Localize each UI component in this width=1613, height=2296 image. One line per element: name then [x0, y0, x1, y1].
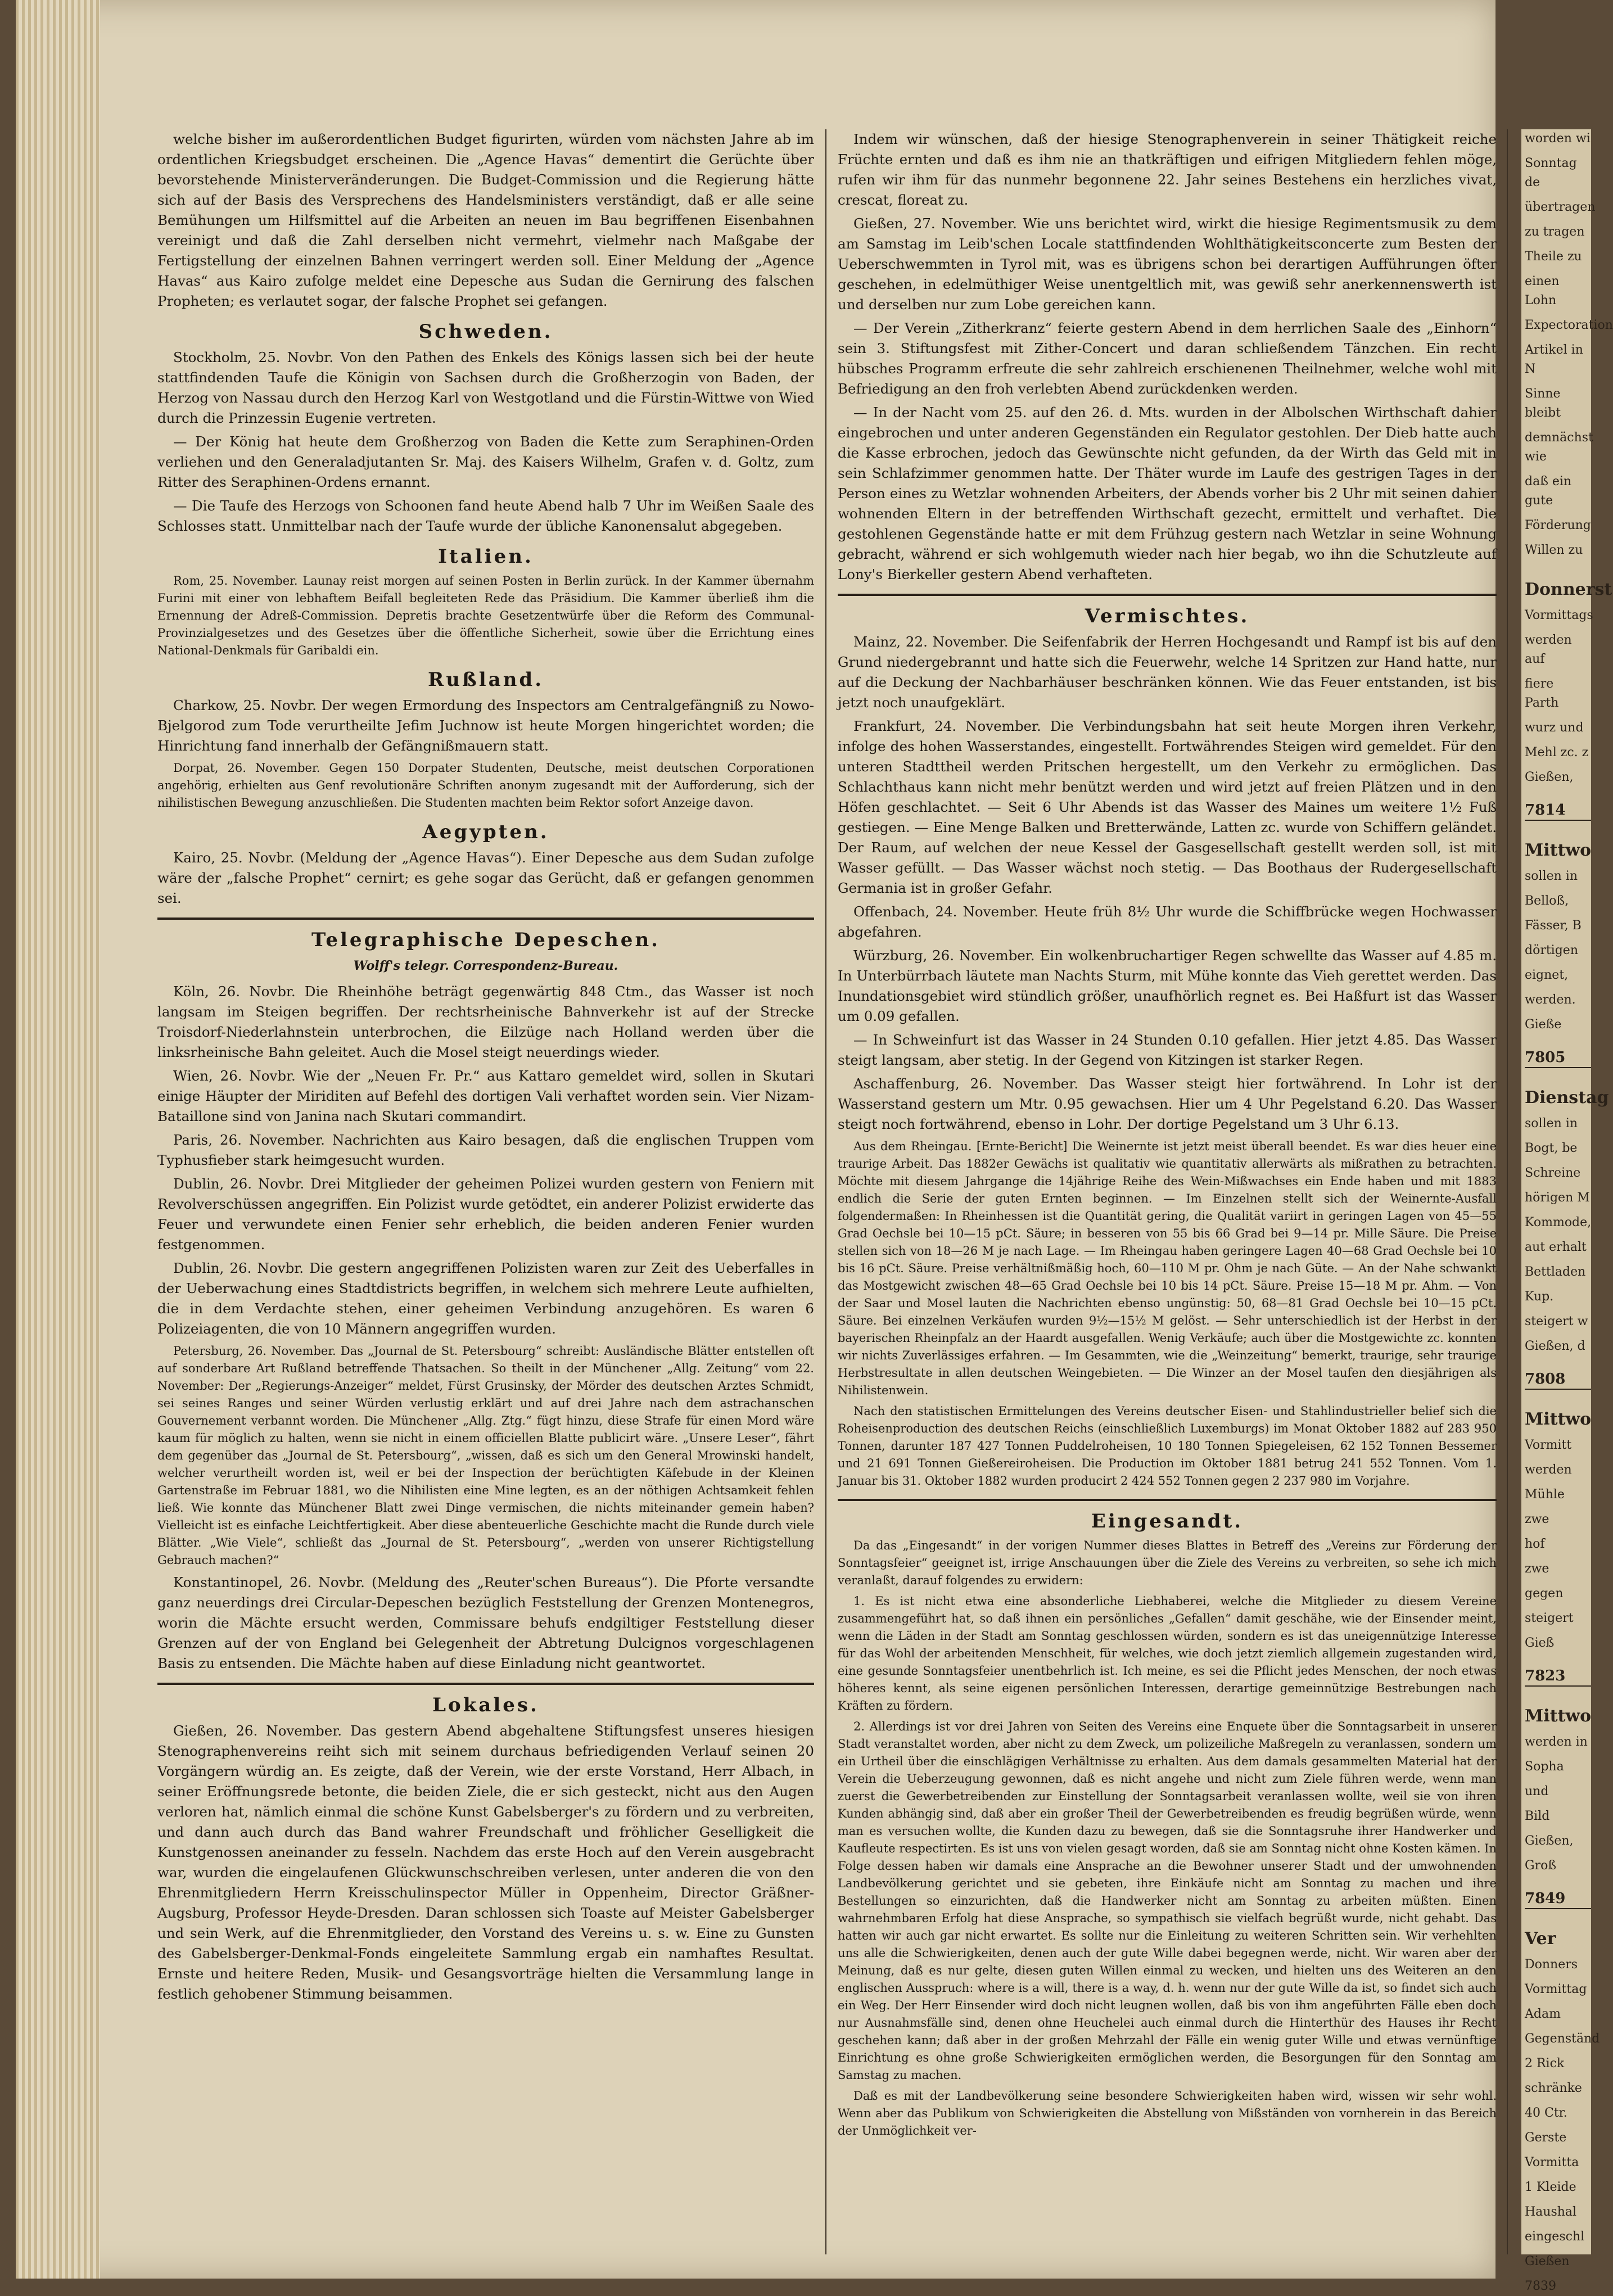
article-paragraph: — In der Nacht vom 25. auf den 26. d. Mts. wurden in der Albolschen Wirthschaft dahier eingebrochen und unter anderen Gegenständen ein Regulator gestohlen. Der Dieb hatte auch die Kasse erbrochen, jedoch das Gewünschte nicht gefunden, da der Wirth das Geld mit in sein Schlafzimmer genommen hatte. Der Thäter wurde im Laufe des gestrigen Tages in der Person eines zu Wetzlar wohnenden Arbeiters, der Abends vorher bis 2 Uhr mit seinen dahier wohnenden Eltern in der betreffenden Wirthschaft gezecht, ermittelt und verhaftet. Die gestohlenen Gegenstände hatte er mit dem Frühzug gestern nach Wetzlar in seine Wohnung gebracht, während er sich wohlgemuth wieder nach hier begab, wo ihn die Schutzleute auf Lony's Bierkeller gestern Abend verhafteten. — [838, 404, 1497, 582]
article-paragraph: Dorpat, 26. November. Gegen 150 Dorpater Studenten, Deutsche, meist deutschen Corporationen angehörig, erhielten aus Genf revolutionäre Schriften anonym zugesandt mit der Aufforderung, sich der nihilistischen Bewegung anzuschließen. Die Studenten machten beim Rektor sofort Anzeige davon. — [157, 761, 814, 810]
article-paragraph: Stockholm, 25. Novbr. Von den Pathen des Enkels des Königs lassen sich bei der heute stattfindenden Taufe die Königin von Sachsen durch die Großherzogin von Baden, der Herzog von Nassau durch den Herzog Karl von Westgotland und die Fürstin-Wittwe von Wied durch die Prinzessin Eugenie vertreten. — [157, 349, 814, 426]
text-fragment: fiere Parth — [1525, 677, 1559, 710]
text-fragment: werden in — [1525, 1735, 1588, 1749]
section-heading: Eingesandt. — [1091, 1510, 1244, 1533]
text-fragment: worden wi — [1525, 132, 1591, 146]
section-heading: Vermischtes. — [1085, 605, 1250, 627]
article-paragraph: Dublin, 26. Novbr. Die gestern angegriffenen Polizisten waren zur Zeit des Ueberfalles in der Ueberwachung eines Stadtdistricts begriffen, in welchem sich mehrere Leute aufhielten, die in dem Verdachte stehen, einer geheimen Verbindung anzugehören. Es waren 6 Polizeiagenten, die von 10 Männern angegriffen wurden. — [157, 1260, 814, 1337]
ad-number: 7823 — [1525, 1666, 1591, 1687]
article-paragraph: Indem wir wünschen, daß der hiesige Stenographenverein in seiner Thätigkeit reiche Früchte ernten und daß es ihm nie an thatkräftigen und eifrigen Mitgliedern fehlen möge, rufen wir ihm für das nunmehr begonnene 22. Jahr seines Bestehens ein herzliches vivat, crescat, floreat zu. — [838, 131, 1497, 208]
article-paragraph: welche bisher im außerordentlichen Budget figurirten, würden vom nächsten Jahre ab im ordentlichen Kriegsbudget erscheinen. Die „Agence Havas“ dementirt die Gerüchte über bevorstehende Ministerveränderungen. Die Budget-Commission und die Regierung hätte sich auf der Basis des Versprechens des Handelsministers verständigt, daß er alle seine Bemühungen um Hilfsmittel auf die Arbeiten an neuen im Bau begriffenen Eisenbahnen vereinigt und daß die Zahl derselben nicht vermehrt, vielmehr nach Maßgabe der Fertigstellung der einzelnen Bahnen verringert werden soll. Einer Meldung der „Agence Havas“ aus Kairo zufolge meldet eine Depesche aus Sudan die Gernirung des falschen Propheten; es verlautet sogar, der falsche Prophet sei gefangen. — [157, 131, 814, 309]
article-paragraph: — Der König hat heute dem Großherzog von Baden die Kette zum Seraphinen-Orden verliehen und den Generaladjutanten Sr. Maj. des Kaisers Wilhelm, Grafen v. d. Goltz, zum Ritter des Seraphinen-Ordens ernannt. — [157, 433, 814, 490]
article-paragraph: 1. Es ist nicht etwa eine absonderliche Liebhaberei, welche die Mitglieder zu diesem Vereine zusammengeführt hat, so daß ihnen ein persönliches „Gefallen“ damit geschähe, wie der Einsender meint, wenn die Läden in der Stadt am Sonntag geschlossen würden, sondern es ist das uneigennützige Interesse für das Wohl der arbeitenden Menschheit, für welches, wie doch jetzt ziemlich allgemein zugestanden wird, eine gesunde Sonntagsfeier unentbehrlich ist. Ich meine, es sei die Pflicht jedes Menschen, der noch etwas höheres kennt, als seine eigenen persönlichen Interessen, derartige gemeinnützige Bestrebungen nach Kräften zu fördern. — [838, 1594, 1497, 1712]
text-fragment: Adam — [1525, 2007, 1561, 2021]
text-fragment: übertragen — [1525, 200, 1596, 214]
text-fragment: sollen in — [1525, 869, 1578, 883]
page-edge-stack — [16, 0, 100, 2279]
text-fragment: sollen in — [1525, 1117, 1578, 1131]
text-fragment: Gegenständ — [1525, 2032, 1600, 2046]
text-fragment: werden auf — [1525, 633, 1572, 666]
text-fragment: eingeschl — [1525, 2230, 1585, 2244]
section-divider — [838, 594, 1497, 596]
article-paragraph: Frankfurt, 24. November. Die Verbindungsbahn hat seit heute Morgen ihren Verkehr, infolge des hohen Wasserstandes, eingestellt. Fortwährendes Steigen wird gemeldet. Für den unteren Stadttheil werden Pritschen hergestellt, um den Verkehr zu ermöglichen. Das Schlachthaus kann nicht mehr benützt werden und wird jetzt auf freien Plätzen und in den Höfen geschlachtet. — Seit 6 Uhr Abends ist das Wasser des Maines um weitere 1½ Fuß gestiegen. — Eine Menge Balken und Bretterwände, Latten zc. wurde von Schiffern geländet. Der Raum, auf welchen der neue Kessel der Gasgesellschaft gestellt werden soll, ist mit Wasser gefüllt. — Das Wasser wächst noch stetig. — Das Boothaus der Rudergesellschaft Germania ist in großer Gefahr. — [838, 718, 1497, 896]
text-fragment: Vormittag — [1525, 1982, 1587, 1996]
text-fragment: daß ein gute — [1525, 474, 1572, 508]
text-fragment: Kommode, — [1525, 1215, 1592, 1230]
article-paragraph: — In Schweinfurt ist das Wasser in 24 Stunden 0.10 gefallen. Hier jetzt 4.85. Das Wasser steigt langsam, aber stetig. In der Gegend von Kitzingen ist starker Regen. — [838, 1032, 1497, 1068]
ad-number: 7814 — [1525, 801, 1591, 821]
text-fragment: aut erhalt — [1525, 1240, 1587, 1254]
article-paragraph: Rom, 25. November. Launay reist morgen auf seinen Posten in Berlin zurück. In der Kammer übernahm Furini mit einer von lebhaftem Beifall begleiteten Rede das Präsidium. Die Kammer überließ ihm die Ernennung der Adreß-Commission. Depretis brachte Gesetzentwürfe über die Reform des Communal-Provinzialgesetzes und des Gesetzes über die öffentliche Sicherheit, sowie über die Errichtung eines National-Denkmals für Garibaldi ein. — [157, 574, 814, 657]
text-fragment: 2 Rick — [1525, 2057, 1565, 2071]
ad-number: 7849 — [1525, 1889, 1591, 1909]
text-fragment: Gieße — [1525, 1018, 1562, 1032]
section-heading: Schweden. — [418, 320, 553, 343]
text-fragment: hörigen M — [1525, 1191, 1590, 1205]
text-fragment: eignet, — [1525, 968, 1569, 982]
text-fragment: Gießen, d — [1525, 1339, 1585, 1353]
text-fragment: Mehl zc. z — [1525, 745, 1589, 760]
ad-heading: Dienstag — [1525, 1088, 1609, 1108]
ad-heading: Ver — [1525, 1929, 1556, 1949]
text-fragment: Belloß, — [1525, 894, 1569, 908]
text-fragment: Haushal — [1525, 2205, 1577, 2219]
article-paragraph: 2. Allerdings ist vor drei Jahren von Seiten des Vereins eine Enquete über die Sonntagsarbeit in unserer Stadt veranstaltet worden, aber nicht zu dem Zweck, um polizeiliche Maßregeln zu veranlassen, sondern um ein Urtheil über die einschlägigen Verhältnisse zu erhalten. Aus dem damals gesammelten Material hat der Verein die Ueberzeugung gewonnen, daß es nicht angehe und nicht zum Ziele führen werde, wenn man zuerst die Gewerbetreibenden zur Einstellung der Sonntagsarbeit veranlassen wollte, weil sie von ihren Kunden abhängig sind, daß aber ein großer Theil der Gewerbetreibenden es freudig begrüßen würde, wenn man es versuchen wollte, die Kunden dazu zu bewegen, daß sie die Sonntagsruhe ihrer Handwerker und Kaufleute respectirten. Es ist uns von vielen gesagt worden, daß sie am Sonntag nicht ohne Kosten kämen. In Folge dessen haben wir damals eine Ansprache an die Bewohner unserer Stadt und der umwohnenden Landbevölkerung gerichtet und sie gebeten, ihre Einkäufe nicht am Sonntag zu machen und ihre Bestellungen so einzurichten, daß die Handwerker nicht am Sonntag zu arbeiten müßten. Einen wahrnehmbaren Erfolg hat diese Ansprache, so sympathisch sie vielfach begrüßt wurde, nicht gehabt. Das hatten wir auch gar nicht erwartet. Es sollte nur die Einleitung zu weiteren Schritten sein. Wir verhehlten uns alle die Schwierigkeiten, denen auch der gute Wille dabei begegnen werde, nicht. Wir waren aber der Meinung, daß es nur gelte, diesen guten Willen einmal zu wecken, und hielten uns des Weiteren an den englischen Ausspruch: where is a will, there is a way, d. h. wenn nur der gute Wille da ist, so findet sich auch ein Weg. Der Herr Einsender wird doch nicht leugnen wollen, daß bis von ihm angeführten Fälle eben doch nur Ausnahmsfälle sind, denen ohne Heuchelei auch einmal durch die Hinterthür des Hauses ihr Recht geschehen kann; daß aber in der großen Mehrzahl der Fälle ein wenig guter Wille und etwas vernünftige Einrichtung es ohne große Schwierigkeiten ermöglichen werden, die Besorgungen für den Sonntag am Samstag zu machen. — [838, 1720, 1497, 2082]
section-heading: Lokales. — [432, 1694, 539, 1716]
text-fragment: Bettladen — [1525, 1265, 1586, 1279]
section-heading: Telegraphische Depeschen. — [311, 929, 660, 951]
text-fragment: Gießen — [1525, 2254, 1570, 2268]
text-fragment: Bogt, be — [1525, 1141, 1578, 1155]
article-paragraph: Charkow, 25. Novbr. Der wegen Ermordung des Inspectors am Centralgefängniß zu Nowo-Bjelgorod zum Tode verurtheilte Jefim Juchnow ist heute Morgen hingerichtet worden; die Hinrichtung fand innerhalb der Gefängnißmauern statt. — [157, 697, 814, 754]
text-fragment: Willen zu — [1525, 543, 1583, 557]
section-divider — [157, 1683, 814, 1685]
text-fragment: und — [1525, 1784, 1549, 1798]
text-fragment: Vormitta — [1525, 2155, 1579, 2170]
text-fragment: Bild — [1525, 1809, 1550, 1823]
ad-number: 7808 — [1525, 1370, 1591, 1390]
text-fragment: Gerste — [1525, 2131, 1567, 2145]
text-fragment: steigert — [1525, 1611, 1574, 1625]
text-fragment: Sopha — [1525, 1760, 1564, 1774]
text-fragment: wurz und — [1525, 721, 1584, 735]
text-fragment: Schreine — [1525, 1166, 1581, 1180]
article-paragraph: Nach den statistischen Ermittelungen des Vereins deutscher Eisen- und Stahlindustrieller belief sich die Roheisenproduction des deutschen Reichs (einschließlich Luxemburgs) im Monat Oktober 1882 auf 283 950 Tonnen, darunter 187 427 Tonnen Puddelroheisen, 10 180 Tonnen Spiegeleisen, 62 152 Tonnen Bessemer und 21 691 Tonnen Gießereiroheisen. Die Production im Oktober 1881 betrug 241 552 Tonnen. Vom 1. Januar bis 31. Oktober 1882 wurden producirt 2 424 552 Tonnen gegen 2 237 980 im Vorjahre. — [838, 1404, 1497, 1488]
text-fragment: Gießen, — [1525, 770, 1574, 784]
text-fragment: Vormittags — [1525, 608, 1593, 622]
section-heading: Italien. — [438, 545, 534, 568]
article-paragraph: Konstantinopel, 26. Novbr. (Meldung des „Reuter'schen Bureaus“). Die Pforte versandte ganz neuerdings drei Circular-Depeschen bezüglich Feststellung der Grenzen Montenegros, worin die Mächte ersucht werden, Commissare behufs endgiltiger Feststellung dieser Grenzen auf der von England bei Gelegenheit der Abtretung Dulcignos vorgeschlagenen Basis zu entsenden. Die Mächte haben auf diese Einladung nicht geantwortet. — [157, 1574, 814, 1671]
text-fragment: Fässer, B — [1525, 919, 1582, 933]
article-paragraph: Da das „Eingesandt“ in der vorigen Nummer dieses Blattes in Betreff des „Vereins zur Förderung der Sonntagsfeier“ geeignet ist, irrige Anschauungen über die Ziele des Vereins zu verbreiten, so sehe ich mich veranlaßt, darauf folgendes zu erwidern: — [838, 1539, 1497, 1587]
text-fragment: Sonntag de — [1525, 156, 1577, 189]
article-paragraph: Daß es mit der Landbevölkerung seine besondere Schwierigkeiten haben wird, wissen wir sehr wohl. Wenn aber das Publikum von Schwierigkeiten die Abstellung von Mißständen von vornherein in das Bereich der Unmöglichkeit ver- — [838, 2089, 1497, 2137]
text-fragment: demnächst wie — [1525, 431, 1593, 464]
text-fragment: Gieß — [1525, 1636, 1555, 1650]
text-fragment: Vormitt — [1525, 1438, 1572, 1452]
text-fragment: hof — [1525, 1537, 1545, 1551]
article-paragraph: Aus dem Rheingau. [Ernte-Bericht] Die Weinernte ist jetzt meist überall beendet. Es war dies heuer eine traurige Arbeit. Das 1882er Gewächs ist qualitativ wie quantitativ allerwärts als mißrathen zu betrachten. Möchte mit diesem Jahrgange die 14jährige Reihe des Wein-Mißwachses ein Ende haben und mit 1883 endlich die Serie der guten Ernten beginnen. — Im Einzelnen stellt sich der Weinernte-Ausfall folgendermaßen: In Rheinhessen ist die Quantität gering, die Qualität variirt in geringen Lagen von 45—55 Grad Oechsle bei 10—15 pCt. Säure; in besseren von 55 bis 66 Grad bei 9—14 pr. Mille Säure. Die Preise stellen sich von 18—26 M je nach Lage. — Im Rheingau haben geringere Lagen 40—68 Grad Oechsle bei 10 bis 16 pCt. Säure. Preise verhältnißmäßig hoch, 60—110 M pr. Ohm je nach Güte. — An der Nahe schwankt das Mostgewicht zwischen 48—65 Grad Oechsle bei 10 bis 14 pCt. Säure. Preise 15—18 M pr. Ahm. — Von der Saar und Mosel lauten die Nachrichten ebenso ungünstig: 50, 68—81 Grad Oechsle bei 10—15 pCt. Säure. Bei einzelnen Verkäufen wurden 9½—15½ M gelöst. — Sehr unterschiedlich ist der Herbst in der bayerischen Rheinpfalz an der Haardt ausgefallen. Wenig Verkäufe; auch über die Mostgewichte zc. konnten wir nichts Zuverlässiges erfahren. — Im Gesammten, wie die „Weinzeitung“ bemerkt, traurige, sehr traurige Herbstresultate in allen deutschen Weingebieten. — Die Winzer an der Mosel taufen den diesjährigen als Nihilistenwein. — [838, 1140, 1497, 1397]
text-fragment: 40 Ctr. — [1525, 2106, 1567, 2120]
ad-heading: Mittwo — [1525, 840, 1592, 860]
column-left — [157, 129, 814, 2254]
article-paragraph: Gießen, 27. November. Wie uns berichtet wird, wirkt die hiesige Regimentsmusik zu dem am Samstag im Leib'schen Locale stattfindenden Wohlthätigkeitsconcerte zum Besten der Ueberschwemmten in Tyrol mit, was es übrigens schon bei derartigen Aufführungen öfter geschehen, in edelmüthiger Weise unentgeltlich mit, was gewiß sehr anerkennenswerth ist und derselben nur zum Lobe gereichen kann. — [838, 215, 1497, 313]
section-divider — [157, 918, 814, 920]
ad-heading: Mittwo — [1525, 1409, 1592, 1429]
ad-number: 7805 — [1525, 1048, 1591, 1068]
article-paragraph: Paris, 26. November. Nachrichten aus Kairo besagen, daß die englischen Truppen vom Typhusfieber stark heimgesucht wurden. — [157, 1132, 814, 1168]
text-fragment: Gießen, — [1525, 1834, 1574, 1848]
article-paragraph: Offenbach, 24. November. Heute früh 8½ Uhr wurde die Schiffbrücke wegen Hochwasser abgefahren. — [838, 903, 1497, 940]
text-fragment: zwe — [1525, 1562, 1549, 1576]
article-paragraph: Wien, 26. Novbr. Wie der „Neuen Fr. Pr.“ aus Kattaro gemeldet wird, sollen in Skutari einige Häupter der Miriditen auf Befehl des dortigen Vali verhaftet worden sein. Vier Nizam-Bataillone sind von Janina nach Skutari commandirt. — [157, 1068, 814, 1124]
text-fragment: 1 Kleide — [1525, 2180, 1576, 2194]
text-fragment: Kup. — [1525, 1290, 1554, 1304]
section-heading: Rußland. — [427, 668, 544, 691]
article-paragraph: Mainz, 22. November. Die Seifenfabrik der Herren Hochgesandt und Rampf ist bis auf den Grund niedergebrannt und hatte sich die Feuerwehr, welche 14 Spritzen zur Hand hatte, nur auf die Deckung der Nachbarhäuser beschränken können. Wie das Feuer entstanden, ist bis jetzt noch unaufgeklärt. — [838, 634, 1497, 711]
text-fragment: einen Lohn — [1525, 274, 1560, 308]
text-fragment: werden. — [1525, 993, 1576, 1007]
text-fragment: dörtigen — [1525, 943, 1578, 957]
article-paragraph: Würzburg, 26. November. Ein wolkenbruchartiger Regen schwellte das Wasser auf 4.85 m. In Unterbürrbach läutete man Nachts Sturm, mit Mühe konnte das Vieh gerettet werden. Das Inundationsgebiet wird stündlich größer, unaufhörlich regnet es. Bei Haßfurt ist das Wasser um 0.09 gefallen. — [838, 947, 1497, 1024]
ad-heading: Mittwo — [1525, 1706, 1592, 1726]
section-heading: Aegypten. — [422, 821, 549, 843]
section-divider — [838, 1499, 1497, 1501]
ad-heading: Donnerst — [1525, 580, 1612, 599]
text-fragment: schränke — [1525, 2081, 1582, 2095]
text-fragment: Theile zu — [1525, 250, 1582, 264]
text-fragment: Artikel in N — [1525, 343, 1583, 376]
text-fragment: Donners — [1525, 1958, 1578, 1972]
article-paragraph: Dublin, 26. Novbr. Drei Mitglieder der geheimen Polizei wurden gestern von Feniern mit Revolverschüssen angegriffen. Ein Polizist wurde getödtet, ein anderer Polizist erwiderte das Feuer und verwundete einen Fenier sehr erheblich, die beiden anderen Fenier wurden festgenommen. — [157, 1176, 814, 1253]
text-fragment: Mühle — [1525, 1488, 1565, 1502]
text-fragment: Groß — [1525, 1859, 1557, 1873]
text-fragment: Expectoration — [1525, 318, 1613, 332]
text-fragment: zwe — [1525, 1512, 1549, 1526]
text-fragment: steigert w — [1525, 1314, 1588, 1328]
article-paragraph: Kairo, 25. Novbr. (Meldung der „Agence Havas“). Einer Depesche aus dem Sudan zufolge wäre der „falsche Prophet“ cernirt; es gehe sogar das Gerücht, daß er gefangen genommen sei. — [157, 849, 814, 906]
column-middle — [838, 129, 1497, 2254]
article-paragraph: Gießen, 26. November. Das gestern Abend abgehaltene Stiftungsfest unseres hiesigen Stenographenvereins reiht sich mit seinem durchaus befriedigenden Verlauf seinen 20 Vorgängern würdig an. Es zeigte, daß der Verein, wie der erste Vorstand, Herr Albach, in seiner Eröffnungsrede betonte, die beiden Ziele, die er sich gesteckt, nicht aus den Augen verloren hat, nämlich einmal die schöne Kunst Gabelsberger's zu fördern und zu verbreiten, und dann auch durch das Band wahrer Freundschaft und fröhlicher Geselligkeit die Kunstgenossen aneinander zu fesseln. Nachdem das erste Hoch auf den Verein ausgebracht war, wurden die eingelaufenen Glückwunschschreiben verlesen, unter anderen die von den Ehrenmitgliedern Herrn Kreisschulinspector Müller in Oppenheim, Director Gräßner-Augsburg, Professor Heyde-Dresden. Daran schlossen sich Toaste auf Meister Gabelsberger und sein Werk, auf die Ehrenmitglieder, den Vorstand des Vereins u. s. w. Eine zu Gunsten des Gabelsberger-Denkmal-Fonds eingeleitete Sammlung ergab ein namhaftes Resultat. Ernste und heitere Reden, Musik- und Gesangsvorträge hielten die Versammlung lange in festlich gehobener Stimmung beisammen. — [157, 1723, 814, 2002]
text-fragment: gegen — [1525, 1587, 1564, 1601]
text-fragment: Sinne bleibt — [1525, 387, 1561, 420]
section-subheading: Wolff's telegr. Correspondenz-Bureau. — [353, 959, 618, 973]
ad-number: 7839 — [1525, 2279, 1556, 2293]
article-paragraph: — Die Taufe des Herzogs von Schoonen fand heute Abend halb 7 Uhr im Weißen Saale des Schlosses statt. Unmittelbar nach der Taufe wurde der übliche Kanonensalut abgegeben. — [157, 498, 814, 534]
column-divider — [825, 129, 826, 2254]
article-paragraph: Aschaffenburg, 26. November. Das Wasser steigt hier fortwährend. In Lohr ist der Wasserstand gestern um Mtr. 0.95 gewachsen. Hier um 4 Uhr Pegelstand 6.20. Das Wasser steigt noch fortwährend, ebenso in Lohr. Der dortige Pegelstand um 3 Uhr 6.13. — [838, 1075, 1497, 1132]
article-paragraph: Petersburg, 26. November. Das „Journal de St. Petersbourg“ schreibt: Ausländische Blätter entstellen oft auf sonderbare Art Rußland betreffende Thatsachen. So theilt in der Münchener „Allg. Zeitung“ vom 22. November: Der „Regierungs-Anzeiger“ meldet, Fürst Grusinsky, der Mörder des deutschen Arztes Schmidt, sei seines Ranges und seiner Würden verlustig erklärt und auf drei Jahre nach dem astrachanschen Gouvernement verbannt worden. Die Münchener „Allg. Ztg.“ fügt hinzu, diese Strafe für einen Mord wäre kaum für möglich zu halten, wenn sie nicht in einem officiellen Blatte publicirt wäre. „Unsere Leser“, fährt dem gegenüber das „Journal de St. Petersbourg“, „wissen, daß es sich um den General Mrowinski handelt, welcher verurtheilt worden ist, weil er bei der Inspection der berüchtigten Käfebude in der Kleinen Gartenstraße im Februar 1881, wo die Nihilisten eine Mine legten, es an der nöthigen Achtsamkeit fehlen ließ. Wie konnte das Münchener Blatt zwei Dinge vermischen, die nichts miteinander gemein haben? Vielleicht ist es einfache Leichtfertigkeit. Aber diese abenteuerliche Geschichte macht die Runde durch viele Blätter. „Wie Viele“, schließt das „Journal de St. Petersbourg“, „werden von unserer Richtigstellung Gebrauch machen?“ — [157, 1344, 814, 1567]
text-fragment: zu tragen — [1525, 225, 1585, 239]
article-paragraph: — Der Verein „Zitherkranz“ feierte gestern Abend in dem herrlichen Saale des „Einhorn“ sein 3. Stiftungsfest mit Zither-Concert und daran schließendem Tänzchen. Ein recht hübsches Programm erfreute die sehr zahlreich erschienenen Theilnehmer, welche wohl mit Befriedigung an den froh verlebten Abend zurückdenken werden. — [838, 320, 1497, 397]
text-fragment: Förderung — [1525, 518, 1591, 532]
column-right-cutoff — [1521, 129, 1613, 2293]
text-fragment: werden — [1525, 1463, 1572, 1477]
column-divider — [1507, 129, 1508, 2254]
newspaper-page — [16, 0, 1495, 2279]
article-paragraph: Köln, 26. Novbr. Die Rheinhöhe beträgt gegenwärtig 848 Ctm., das Wasser ist noch langsam im Steigen begriffen. Der rechtsrheinische Bahnverkehr ist auf der Strecke Troisdorf-Niederlahnstein unterbrochen, die Eilzüge nach Holland werden über die linksrheinische Bahn geleitet. Auch die Mosel steigt neuerdings wieder. — [157, 983, 814, 1060]
